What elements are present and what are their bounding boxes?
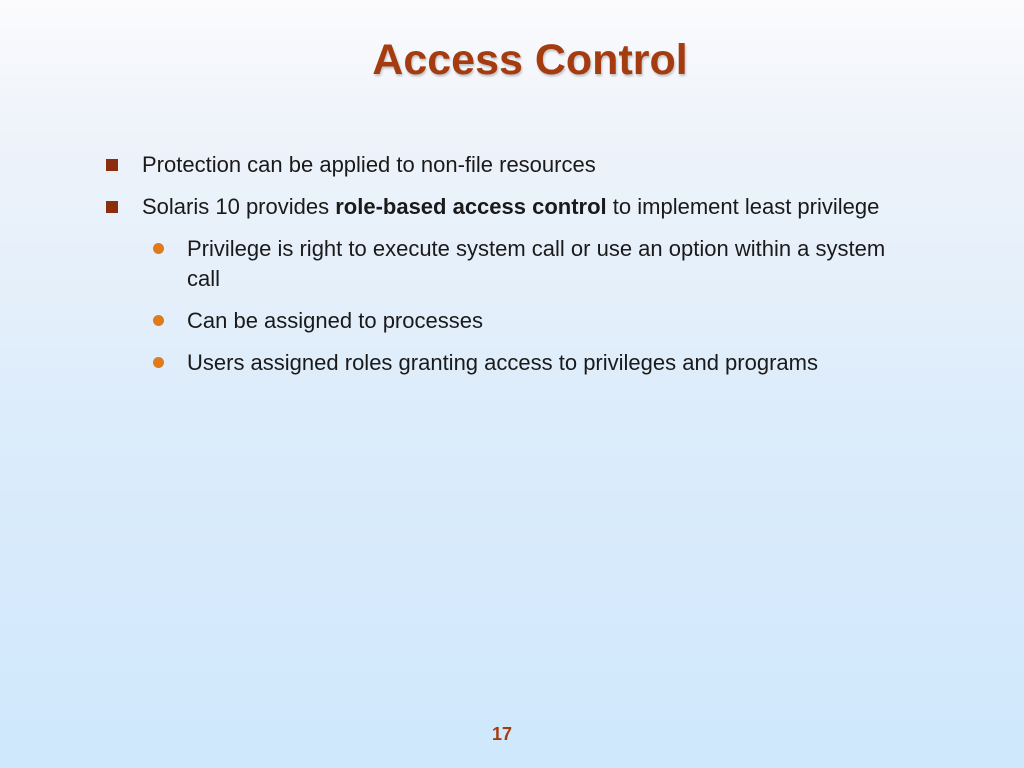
dot-bullet-icon	[153, 243, 164, 254]
sub-bullet-text: Privilege is right to execute system call or use an option within a system call	[187, 236, 886, 291]
bullet-text-prefix: Solaris 10 provides	[142, 194, 336, 219]
bullet-item-1	[104, 150, 912, 180]
bullet-text-suffix: to implement least privilege	[606, 194, 880, 219]
square-bullet-icon	[106, 159, 118, 171]
sub-bullet-text: Users assigned roles granting access to privileges and programs	[187, 350, 818, 375]
sub-bullet-text: Can be assigned to processes	[187, 308, 483, 333]
dot-bullet-icon	[153, 315, 164, 326]
sub-bullet-item-3	[104, 348, 907, 378]
square-bullet-icon	[106, 201, 118, 213]
sub-bullet-item-1	[104, 234, 907, 294]
bullet-list	[104, 150, 924, 390]
bullet-item-2	[104, 192, 912, 222]
page-number: 17	[491, 724, 513, 744]
dot-bullet-icon	[153, 357, 164, 368]
bullet-text: Protection can be applied to non-file resources	[142, 152, 596, 177]
slide-title: Access Control	[372, 36, 688, 84]
sub-bullet-item-2	[104, 306, 907, 336]
bullet-text-bold: role-based access control	[335, 194, 607, 219]
